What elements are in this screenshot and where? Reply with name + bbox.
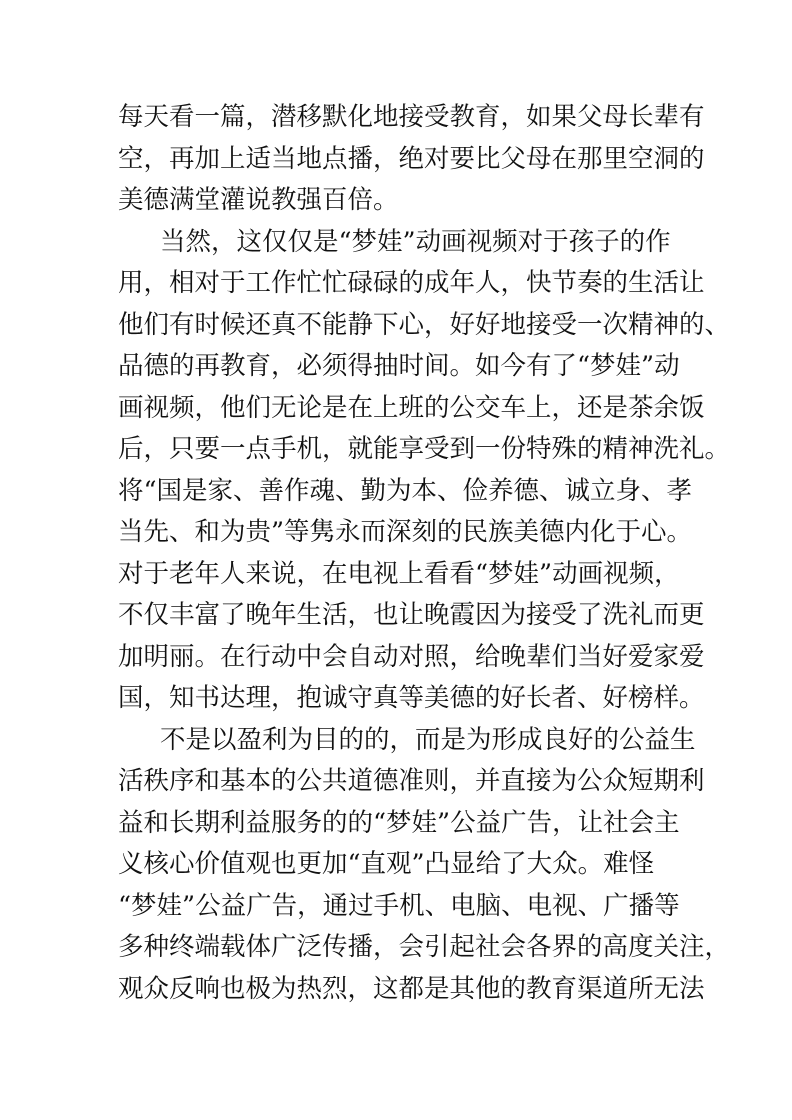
- text-line: 不仅丰富了晚年生活，也让晚霞因为接受了洗礼而更: [118, 600, 705, 630]
- text-line: “梦娃”公益广告，通过手机、电脑、电视、广播等: [118, 890, 680, 921]
- text-line: 多种终端载体广泛传播，会引起社会各界的高度关注，: [118, 932, 731, 962]
- paragraph-first-line: 不是以盈利为目的的，而是为形成良好的公益生: [160, 724, 696, 755]
- text-line: 活秩序和基本的公共道德准则，并直接为公众短期利: [118, 766, 705, 796]
- text-line: 他们有时候还真不能静下心，好好地接受一次精神的、: [118, 309, 731, 340]
- text-line: 后，只要一点手机，就能享受到一份特殊的精神洗礼。: [118, 434, 731, 464]
- text-line: 国，知书达理，抱诚守真等美德的好长者、好榜样。: [118, 683, 705, 713]
- text-line: 画视频，他们无论是在上班的公交车上，还是茶余饭: [118, 392, 705, 423]
- text-line: 观众反响也极为热烈，这都是其他的教育渠道所无法: [118, 973, 705, 1004]
- paragraph-first-line: 当然，这仅仅是“梦娃”动画视频对于孩子的作: [160, 226, 671, 257]
- text-line: 加明丽。在行动中会自动对照，给晚辈们当好爱家爱: [118, 641, 705, 672]
- text-line: 将“国是家、善作魂、勤为本、俭养德、诚立身、孝: [118, 475, 693, 506]
- text-line: 当先、和为贵”等隽永而深刻的民族美德内化于心。: [118, 517, 693, 547]
- text-line: 每天看一篇，潜移默化地接受教育，如果父母长辈有: [118, 102, 705, 132]
- text-line: 对于老年人来说，在电视上看看“梦娃”动画视频，: [118, 558, 680, 589]
- text-line: 品德的再教育，必须得抽时间。如今有了“梦娃”动: [118, 351, 680, 381]
- text-line: 美德满堂灌说教强百倍。: [118, 185, 399, 215]
- text-line: 空，再加上适当地点播，绝对要比父母在那里空洞的: [118, 143, 705, 174]
- text-line: 益和长期利益服务的的“梦娃”公益广告，让社会主: [118, 807, 680, 838]
- text-line: 用，相对于工作忙忙碌碌的成年人，快节奏的生活让: [118, 268, 705, 298]
- text-line: 义核心价值观也更加“直观”凸显给了大众。难怪: [118, 849, 655, 879]
- body-text: [118, 97, 731, 1010]
